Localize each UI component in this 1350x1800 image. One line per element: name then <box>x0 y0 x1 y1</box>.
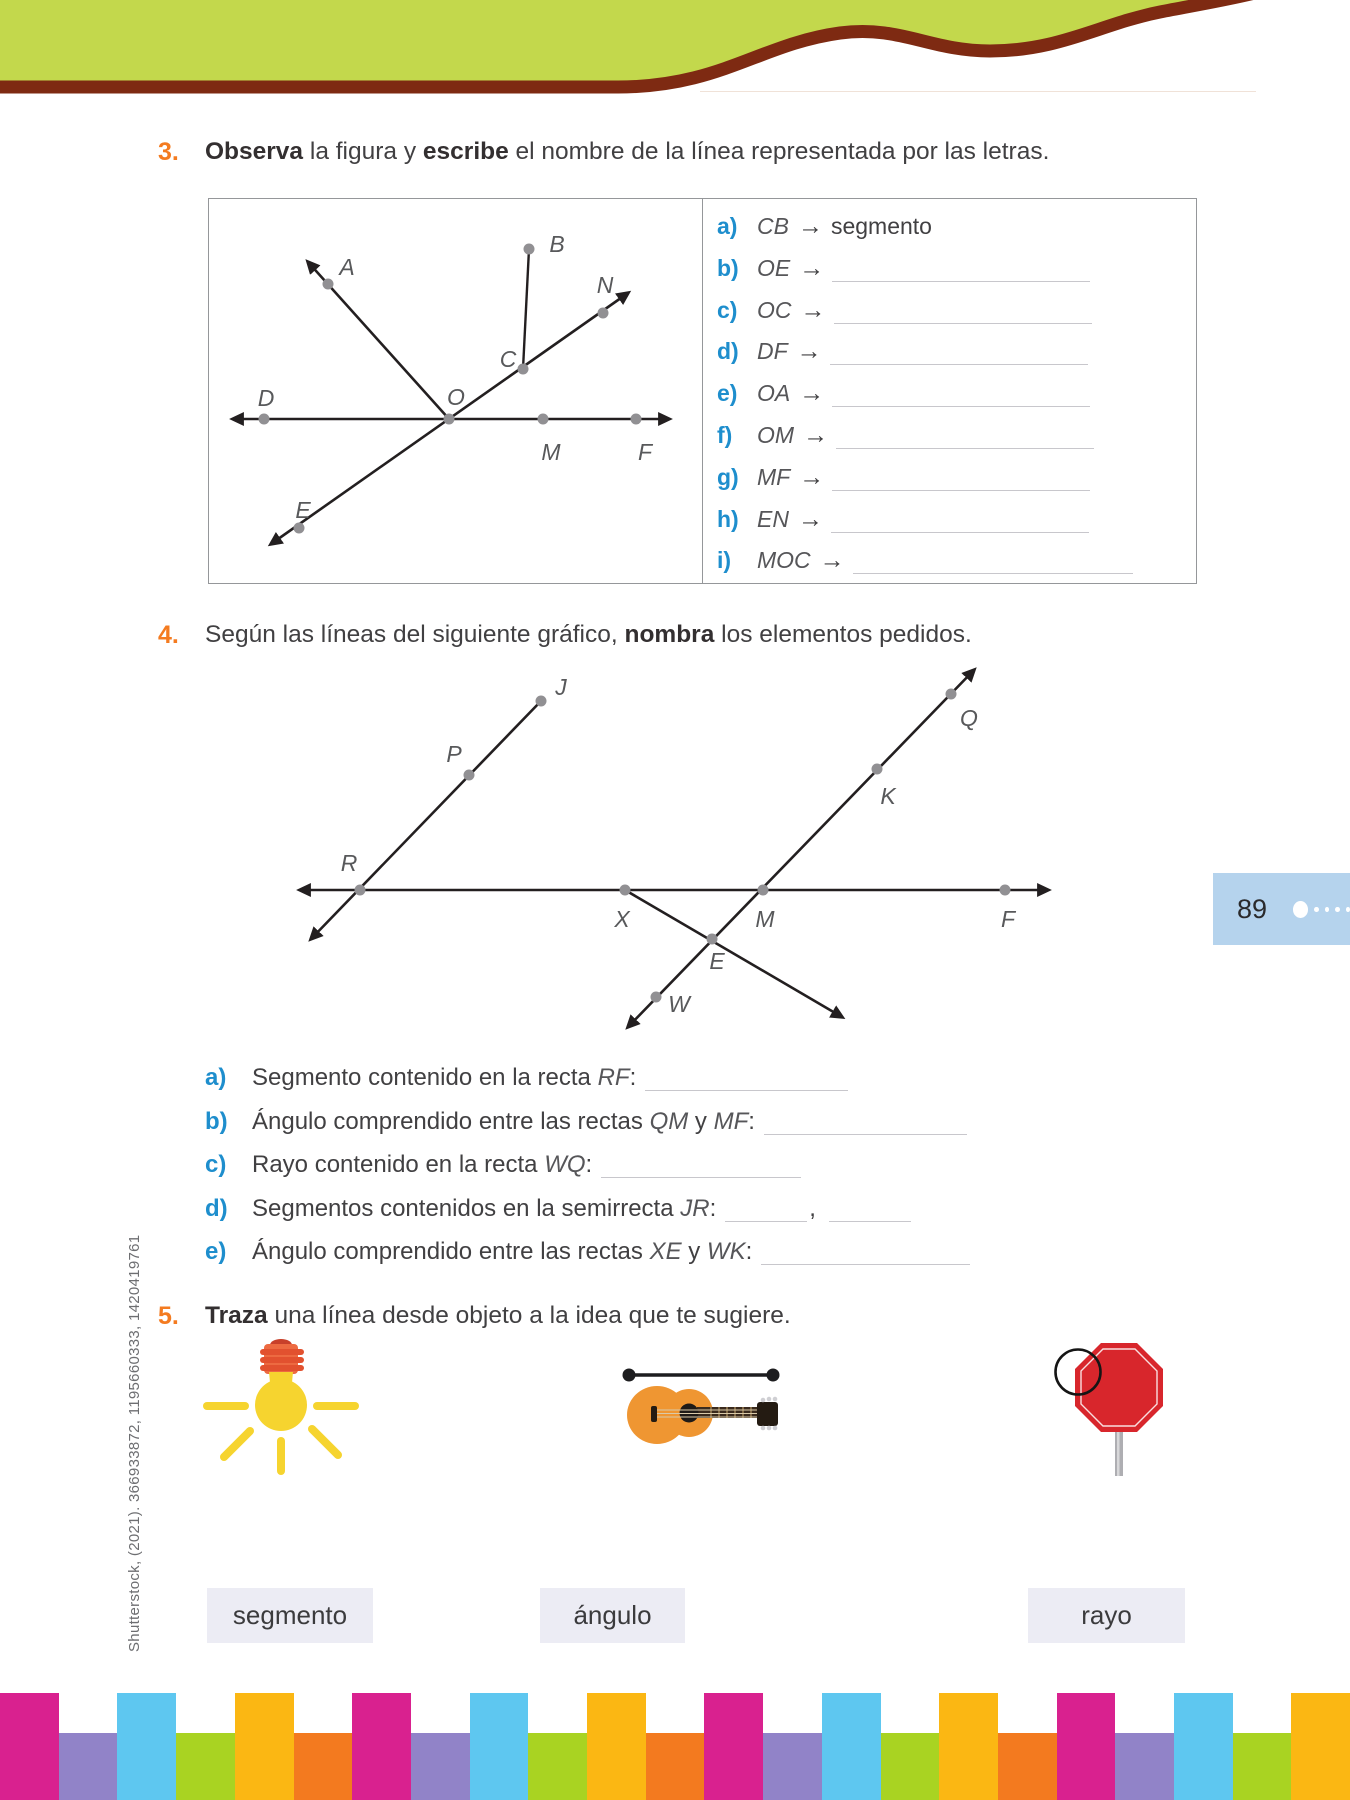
answer-row <box>717 499 1196 541</box>
question-letter: a) <box>205 1064 227 1091</box>
text-run: y <box>681 1238 707 1265</box>
text-run: RF <box>597 1064 630 1091</box>
point-dot <box>294 523 305 534</box>
point-dot <box>872 764 883 775</box>
answer-blank <box>832 281 1090 282</box>
comma: , <box>809 1194 816 1222</box>
point-label-N: N <box>596 272 614 298</box>
answer-expression: OM <box>757 421 795 448</box>
point-label-O: O <box>447 384 465 410</box>
question-blank <box>725 1221 807 1222</box>
question-blank <box>761 1264 970 1265</box>
footer-bar <box>704 1693 763 1800</box>
point-dot <box>323 279 334 290</box>
answer-expression: DF <box>757 338 788 365</box>
exercise-3-figure <box>209 199 703 585</box>
point-dot <box>464 770 475 781</box>
question-text <box>252 1108 967 1135</box>
point-dot <box>707 934 718 945</box>
badge-dotted-line <box>1314 907 1318 912</box>
answer-row <box>717 540 1196 582</box>
point-label-D: D <box>257 385 275 411</box>
header-green-band <box>0 0 1310 87</box>
text-run: Traza <box>205 1302 268 1329</box>
question-blank <box>645 1090 848 1091</box>
text-run: : <box>709 1194 717 1222</box>
answer-blank <box>832 490 1090 491</box>
point-label-E: E <box>295 497 311 523</box>
question-text <box>252 1195 911 1222</box>
arrow-symbol: → <box>797 212 823 240</box>
text-run: el nombre de la línea representada por las letras. <box>508 138 1050 165</box>
answer-expression: MF <box>757 463 791 490</box>
point-label-F: F <box>637 439 653 465</box>
point-label-B: B <box>549 231 565 257</box>
exercise-3-number: 3. <box>158 138 179 166</box>
page-number: 89 <box>1237 893 1268 924</box>
text-run: y <box>688 1107 714 1135</box>
exercise-3-box <box>208 198 1197 584</box>
footer-bar <box>822 1693 881 1800</box>
footer-bar <box>294 1733 353 1800</box>
question-letter: e) <box>205 1238 227 1265</box>
badge-dot-icon <box>1293 901 1308 918</box>
question-text <box>252 1238 970 1265</box>
text-run: Rayo contenido en la recta <box>252 1151 545 1178</box>
answer-row <box>717 290 1196 332</box>
text-run: los elementos pedidos. <box>714 621 972 648</box>
question-text <box>252 1151 801 1178</box>
footer-bar <box>587 1693 646 1800</box>
exercise-5-title <box>205 1302 791 1330</box>
point-dot <box>1000 885 1011 896</box>
exercise-4-number: 4. <box>158 621 179 649</box>
point-dot <box>518 364 529 375</box>
arrow-symbol: → <box>799 379 825 408</box>
answer-row <box>717 248 1196 290</box>
exercise-4-figure <box>250 650 1060 1050</box>
footer-bar <box>1057 1693 1116 1800</box>
footer-bar <box>763 1733 822 1800</box>
answer-blank <box>836 448 1094 449</box>
lightbulb-icon <box>190 1335 370 1485</box>
tag-label: ángulo <box>573 1600 652 1630</box>
footer-bar <box>1291 1693 1350 1800</box>
point-dot <box>651 992 662 1003</box>
answer-row <box>717 457 1196 499</box>
question-blank <box>764 1134 967 1135</box>
exercise-4-questions <box>205 1056 970 1274</box>
arrow-symbol: → <box>803 420 829 449</box>
text-run: QM <box>649 1107 689 1135</box>
footer-bar <box>646 1733 705 1800</box>
point-dot <box>536 696 547 707</box>
footer-bar <box>528 1733 587 1800</box>
footer-bar <box>0 1693 59 1800</box>
point-label-Q: Q <box>960 705 978 731</box>
footer-bar <box>1233 1733 1292 1800</box>
answer-letter: f) <box>717 421 733 448</box>
text-run: XE <box>649 1238 682 1265</box>
header-hairline <box>700 91 1256 92</box>
point-label-J: J <box>555 674 567 700</box>
stop-sign-icon <box>1015 1330 1185 1480</box>
text-run: WQ <box>544 1151 586 1178</box>
tag-angulo <box>540 1588 685 1643</box>
answer-value: segmento <box>830 213 932 239</box>
point-label-F: F <box>1000 906 1016 932</box>
answer-expression: OC <box>757 296 792 323</box>
question-blank <box>829 1221 911 1222</box>
question-row <box>205 1100 970 1144</box>
answer-expression: MOC <box>757 547 811 574</box>
text-run: Según las líneas del siguiente gráfico, <box>205 621 625 648</box>
answer-letter: g) <box>717 463 739 490</box>
question-blank <box>601 1177 801 1178</box>
arrow-symbol: → <box>797 504 823 533</box>
point-dot <box>355 885 366 896</box>
point-dot <box>259 414 270 425</box>
answer-row <box>717 331 1196 373</box>
exercise-5-number: 5. <box>158 1302 179 1330</box>
answer-blank <box>830 364 1088 365</box>
question-row <box>205 1143 970 1187</box>
point-dot <box>598 308 609 319</box>
answer-expression: OE <box>757 254 791 281</box>
text-run: escribe <box>422 138 509 165</box>
tag-label: rayo <box>1081 1600 1132 1630</box>
answer-letter: d) <box>717 338 739 365</box>
answer-blank <box>832 406 1090 407</box>
footer-bar <box>235 1693 294 1800</box>
footer-bar <box>117 1693 176 1800</box>
text-run: WK <box>706 1238 746 1265</box>
arrow-symbol: → <box>800 295 826 324</box>
answer-letter: a) <box>717 213 738 239</box>
question-row <box>205 1056 970 1100</box>
answer-row <box>717 206 1196 248</box>
figure-labels <box>258 231 654 523</box>
point-dot <box>444 414 455 425</box>
point-dot <box>524 244 535 255</box>
text-run: : <box>748 1107 755 1135</box>
arrow-symbol: → <box>799 462 825 491</box>
answer-letter: c) <box>717 296 738 323</box>
point-label-P: P <box>446 741 462 767</box>
figure-lines <box>300 670 1048 1027</box>
answer-expression: EN <box>757 505 789 532</box>
text-run: : <box>585 1151 593 1178</box>
footer-bar <box>881 1733 940 1800</box>
exercise-4-title <box>205 621 972 649</box>
exercise-3-title <box>205 138 1049 166</box>
line-WQ <box>628 670 974 1027</box>
answer-letter: i) <box>717 547 732 574</box>
figure-labels <box>341 674 1017 1017</box>
text-run: Ángulo comprendido entre las rectas <box>252 1107 650 1135</box>
answer-row <box>717 373 1196 415</box>
answer-letter: h) <box>717 505 739 532</box>
point-label-M: M <box>541 439 561 465</box>
question-text <box>252 1064 848 1091</box>
question-letter: b) <box>205 1107 228 1135</box>
point-label-W: W <box>668 991 690 1017</box>
text-run: una línea desde objeto a la idea que te sugiere. <box>267 1302 791 1329</box>
text-run: Segmento contenido en la recta <box>252 1064 598 1091</box>
point-dot <box>631 414 642 425</box>
point-label-X: X <box>614 906 630 932</box>
text-run: Segmentos contenidos en la semirrecta <box>252 1194 681 1222</box>
answer-blank <box>831 532 1089 533</box>
text-run: MF <box>713 1107 749 1135</box>
point-label-E: E <box>709 948 725 974</box>
question-row <box>205 1187 970 1231</box>
answer-expression: OA <box>757 380 791 407</box>
footer-bar <box>59 1733 118 1800</box>
point-label-R: R <box>340 850 358 876</box>
text-run: nombra <box>624 621 715 648</box>
point-dot <box>946 689 957 700</box>
arrow-symbol: → <box>796 337 822 366</box>
footer-bar <box>470 1693 529 1800</box>
answer-blank <box>834 323 1092 324</box>
footer-bar <box>1115 1733 1174 1800</box>
footer-bar <box>411 1733 470 1800</box>
point-label-A: A <box>339 254 355 280</box>
text-run: la figura y <box>303 138 423 165</box>
point-dot <box>538 414 549 425</box>
answer-expression: CB <box>757 213 789 239</box>
arrow-symbol: → <box>799 253 825 282</box>
question-letter: c) <box>205 1151 227 1178</box>
footer-bar <box>352 1693 411 1800</box>
question-letter: d) <box>205 1194 228 1222</box>
footer-bar <box>176 1733 235 1800</box>
tag-label: segmento <box>232 1600 348 1630</box>
answer-letter: e) <box>717 380 738 407</box>
text-run: JR <box>680 1194 710 1222</box>
footer-bar <box>998 1733 1057 1800</box>
text-run: Ángulo comprendido entre las rectas <box>252 1238 650 1265</box>
text-run: : <box>745 1238 753 1265</box>
answer-letter: b) <box>717 254 739 281</box>
footer-bar <box>939 1693 998 1800</box>
exercise-3-answers <box>703 199 1196 583</box>
point-dot <box>620 885 631 896</box>
header-wave-decoration <box>0 0 1350 105</box>
point-dot <box>758 885 769 896</box>
text-run: Observa <box>205 138 304 165</box>
ray-JR <box>311 701 541 939</box>
question-row <box>205 1230 970 1274</box>
photo-credit: Shutterstock, (2021). 366933872, 1195660333, 1420419761 <box>126 1234 143 1652</box>
point-label-M: M <box>755 906 775 932</box>
tag-segmento <box>207 1588 373 1643</box>
page-number-badge <box>1213 873 1350 945</box>
text-run: : <box>629 1064 637 1091</box>
segment-BC <box>523 249 529 369</box>
arrow-symbol: → <box>819 546 845 575</box>
footer-bars <box>0 1693 1350 1800</box>
point-label-K: K <box>880 783 896 809</box>
answer-row <box>717 415 1196 457</box>
footer-bar <box>1174 1693 1233 1800</box>
guitar-icon <box>615 1360 790 1455</box>
point-label-C: C <box>499 346 517 372</box>
tag-rayo <box>1028 1588 1185 1643</box>
answer-blank <box>853 573 1133 574</box>
